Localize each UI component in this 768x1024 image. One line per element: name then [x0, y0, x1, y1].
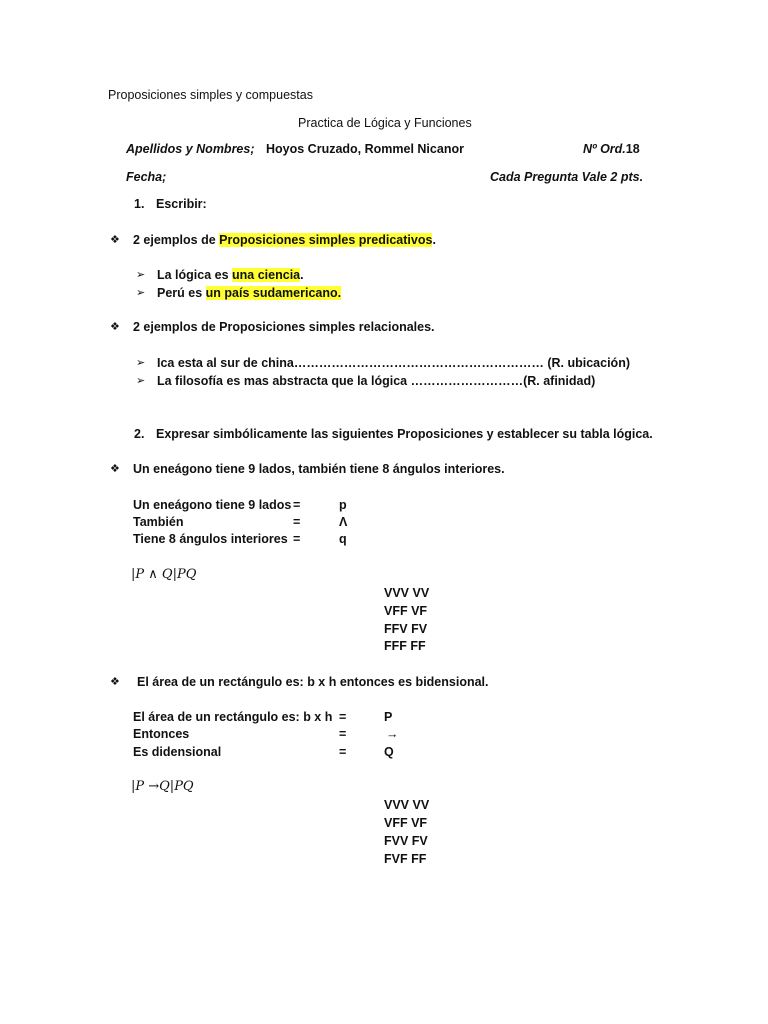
q1a-highlight: Proposiciones simples predicativos — [219, 233, 433, 247]
ex2-row-eq: = — [339, 745, 347, 759]
ex2-row-eq: = — [339, 727, 347, 741]
order-label: Nº Ord. — [583, 142, 626, 156]
ex1-row-label: Tiene 8 ángulos interiores — [133, 532, 288, 546]
example-prefix: Perú es — [157, 286, 206, 300]
q1a-suffix: . — [432, 233, 436, 247]
example-suffix: . — [300, 268, 304, 282]
q1-number: 1. — [134, 197, 145, 211]
ex1-row-eq: = — [293, 498, 301, 512]
relational-example-1: Ica esta al sur de china…………………………………………………… (R. ubicación) — [157, 356, 630, 370]
q1a-statement — [133, 232, 436, 248]
ex2-truth-row: FVF FF — [384, 852, 427, 866]
practice-subtitle: Practica de Lógica y Funciones — [298, 116, 472, 130]
ex1-row-label: También — [133, 515, 184, 529]
order-value: 18 — [625, 142, 640, 156]
ex2-truth-row: VVV VV — [384, 798, 430, 812]
arrow-bullet-icon: ➢ — [136, 356, 146, 369]
q1-title: Escribir: — [156, 197, 207, 211]
order-number — [583, 141, 640, 157]
ex1-truth-row: FFV FV — [384, 622, 428, 636]
ex2-row-label: El área de un rectángulo es: b x h — [133, 710, 333, 724]
arrow-bullet-icon: ➢ — [136, 374, 146, 387]
ex1-row-eq: = — [293, 515, 301, 529]
relational-example-2: La filosofía es mas abstracta que la lógica ………………………(R. afinidad) — [157, 374, 596, 388]
ex1-truth-row: FFF FF — [384, 639, 426, 653]
ex2-row-label: Es didensional — [133, 745, 222, 759]
arrow-bullet-icon: ➢ — [136, 268, 146, 281]
ex1-truth-row: VVV VV — [384, 586, 430, 600]
ex2-row-symbol: → — [386, 727, 399, 741]
ex1-row-eq: = — [293, 532, 301, 546]
example-prefix: La lógica es — [157, 268, 233, 282]
ex2-row-eq: = — [339, 710, 347, 724]
date-label: Fecha; — [126, 170, 167, 184]
ex1-truth-row: VFF VF — [384, 604, 428, 618]
predicative-example-1 — [157, 267, 304, 283]
q2-title: Expresar simbólicamente las siguientes Proposiciones y establecer su tabla lógica. — [156, 427, 653, 441]
q2-number: 2. — [134, 427, 145, 441]
arrow-bullet-icon: ➢ — [136, 286, 146, 299]
points-note: Cada Pregunta Vale 2 pts. — [490, 170, 644, 184]
diamond-bullet-icon: ❖ — [110, 233, 120, 246]
diamond-bullet-icon: ❖ — [110, 320, 120, 333]
student-name: Hoyos Cruzado, Rommel Nicanor — [266, 142, 464, 156]
ex1-statement: Un eneágono tiene 9 lados, también tiene 8 ángulos interiores. — [133, 462, 505, 476]
example-highlight: un país sudamericano. — [205, 286, 342, 300]
ex2-row-symbol: Q — [384, 745, 394, 759]
example-highlight: una ciencia — [232, 268, 301, 282]
diamond-bullet-icon: ❖ — [110, 462, 120, 475]
q1a-prefix: 2 ejemplos de — [133, 233, 220, 247]
ex2-formula: |P →Q|PQ — [131, 779, 194, 794]
predicative-example-2 — [157, 285, 341, 301]
ex1-row-label: Un eneágono tiene 9 lados — [133, 498, 292, 512]
ex1-formula: |P ∧ Q|PQ — [131, 567, 197, 582]
ex2-row-symbol: P — [384, 710, 393, 724]
ex1-row-symbol: q — [339, 532, 347, 546]
document-title: Proposiciones simples y compuestas — [108, 88, 313, 102]
ex2-truth-row: VFF VF — [384, 816, 428, 830]
ex1-row-symbol: p — [339, 498, 347, 512]
ex2-statement: El área de un rectángulo es: b x h entonces es bidensional. — [137, 675, 489, 689]
ex2-truth-row: FVV FV — [384, 834, 428, 848]
name-label: Apellidos y Nombres; — [126, 142, 255, 156]
ex2-row-label: Entonces — [133, 727, 190, 741]
diamond-bullet-icon: ❖ — [110, 675, 120, 688]
ex1-row-symbol: Λ — [339, 515, 348, 529]
q1b-statement: 2 ejemplos de Proposiciones simples relacionales. — [133, 320, 435, 334]
